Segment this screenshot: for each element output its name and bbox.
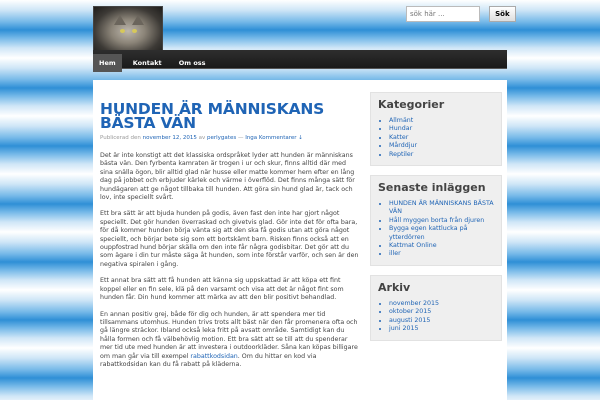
search-form (406, 6, 516, 25)
category-item[interactable]: • Mårddjur (389, 142, 494, 150)
sidebar (370, 92, 502, 350)
post-author-link[interactable]: perlygates (207, 135, 237, 141)
categories-list (378, 117, 494, 159)
post-date-link[interactable]: november 12, 2015 (142, 135, 197, 141)
category-item[interactable]: • Hundar (389, 125, 494, 133)
recent-post-item[interactable]: • Håll myggen borta från djuren (389, 217, 494, 225)
paragraph-text: En annan positiv grej, både för dig och hunden, är att spendera mer tid tillsammans utomhus. Hunden trivs trots allt bäst när den får promenera ofta och gå längre sträckor. Ibland också leka fritt på avsatt område. Samtidigt kan du hålla formen och få välbehövlig motion. Ett bra sätt att se till att du spenderar mer tid ute med hunden är att investera i outdoorkläder. Såna kan köpas billigare om man går via till exempel (100, 310, 358, 360)
post-meta (100, 135, 360, 141)
search-input[interactable] (406, 6, 480, 22)
post-paragraph (100, 311, 360, 370)
recent-post-item[interactable]: • Kattmat Online (389, 242, 494, 250)
recent-posts-widget (370, 175, 502, 266)
post-paragraph: Det är inte konstigt att det klassiska ordspråket lyder att hunden är människans bästa vän. Den fyrbenta kamraten är trogen i ur och skur, finns alltid där med sina snälla ögon, blir alltid glad när husse eller matte kommer hem efter en lång dag på jobbet och erbjuder kärlek och värme i överflöd. Det finns många sätt för hundägaren att ge något tillbaka till hunden. Att göra sin hund glad är, tack och lov, inte speciellt svårt. (100, 152, 355, 202)
archive-widget (370, 275, 502, 341)
meta-published-label: Publicerad den (100, 135, 143, 141)
recent-post-item[interactable]: • iller (389, 250, 494, 258)
recent-post-item[interactable]: • Bygga egen kattlucka på ytterdörren (389, 225, 494, 242)
categories-widget (370, 92, 502, 166)
meta-by-label: av (196, 135, 208, 141)
category-item[interactable]: • Allmänt (389, 117, 494, 125)
meta-separator: — (236, 135, 246, 141)
nav-item-hem[interactable]: Hem (93, 54, 122, 72)
post-article (100, 102, 360, 377)
post-title[interactable]: HUNDEN ÄR MÄNNISKANS BÄSTA VÄN (100, 100, 325, 132)
recent-posts-title: Senaste inläggen (378, 181, 486, 195)
cat-eye-right (132, 29, 137, 33)
nav-item-kontakt[interactable]: Kontakt (132, 59, 162, 67)
archive-item[interactable]: • oktober 2015 (389, 308, 494, 316)
archive-list (378, 300, 494, 334)
content-area (93, 80, 507, 400)
post-comments-link[interactable]: Inga Kommentarer ↓ (245, 135, 303, 141)
recent-posts-list (378, 200, 494, 259)
cat-ear-left (114, 15, 126, 25)
archive-item[interactable]: • juni 2015 (389, 325, 494, 333)
category-item[interactable]: • Reptiler (389, 151, 494, 159)
archive-item[interactable]: • november 2015 (389, 300, 494, 308)
post-paragraph: Ett annat bra sätt att få hunden att känna sig uppskattad är att köpa ett fint koppel eller en fin sele, klä på den varsamt och visa att det är något fint som hunden får. Din hund kommer att märka av att den blir positivt behandlad. (100, 277, 344, 302)
category-item[interactable]: • Katter (389, 134, 494, 142)
nav-item-om-oss[interactable]: Om oss (178, 59, 206, 67)
cat-eye-left (120, 29, 125, 33)
main-navigation (93, 50, 507, 69)
cat-ear-right (132, 15, 144, 25)
site-logo-cat-image[interactable] (93, 6, 163, 52)
post-paragraph: Ett bra sätt är att bjuda hunden på godis, även fast den inte har gjort något speciellt. Det gör hunden överraskad och givetvis glad. Gör inte det för ofta bara, för då kommer hunden börja vänta sig att den ska få godis utan att göra något speciellt, och börjar bete sig som ett bortskämt barn. Risken finns också att en ouppfostrad hund börjar skälla om den inte får några godisbitar. Det gör att du som ägare i din tur måste säga åt hunden, som inte förstår varför, och sen är den negativa spiralen i gång. (100, 210, 359, 268)
categories-title: Kategorier (378, 98, 445, 111)
rabattkod-link[interactable]: rabattkodsidan (190, 352, 238, 360)
search-button[interactable]: Sök (489, 6, 516, 22)
recent-post-item[interactable]: • HUNDEN ÄR MÄNNISKANS BÄSTA VÄN (389, 200, 494, 217)
archive-title: Arkiv (378, 280, 411, 294)
paragraph-text: . Om du hittar en kod via rabattkodsidan kan du få rabatt på kläderna. (100, 352, 317, 368)
archive-item[interactable]: • augusti 2015 (389, 317, 494, 325)
